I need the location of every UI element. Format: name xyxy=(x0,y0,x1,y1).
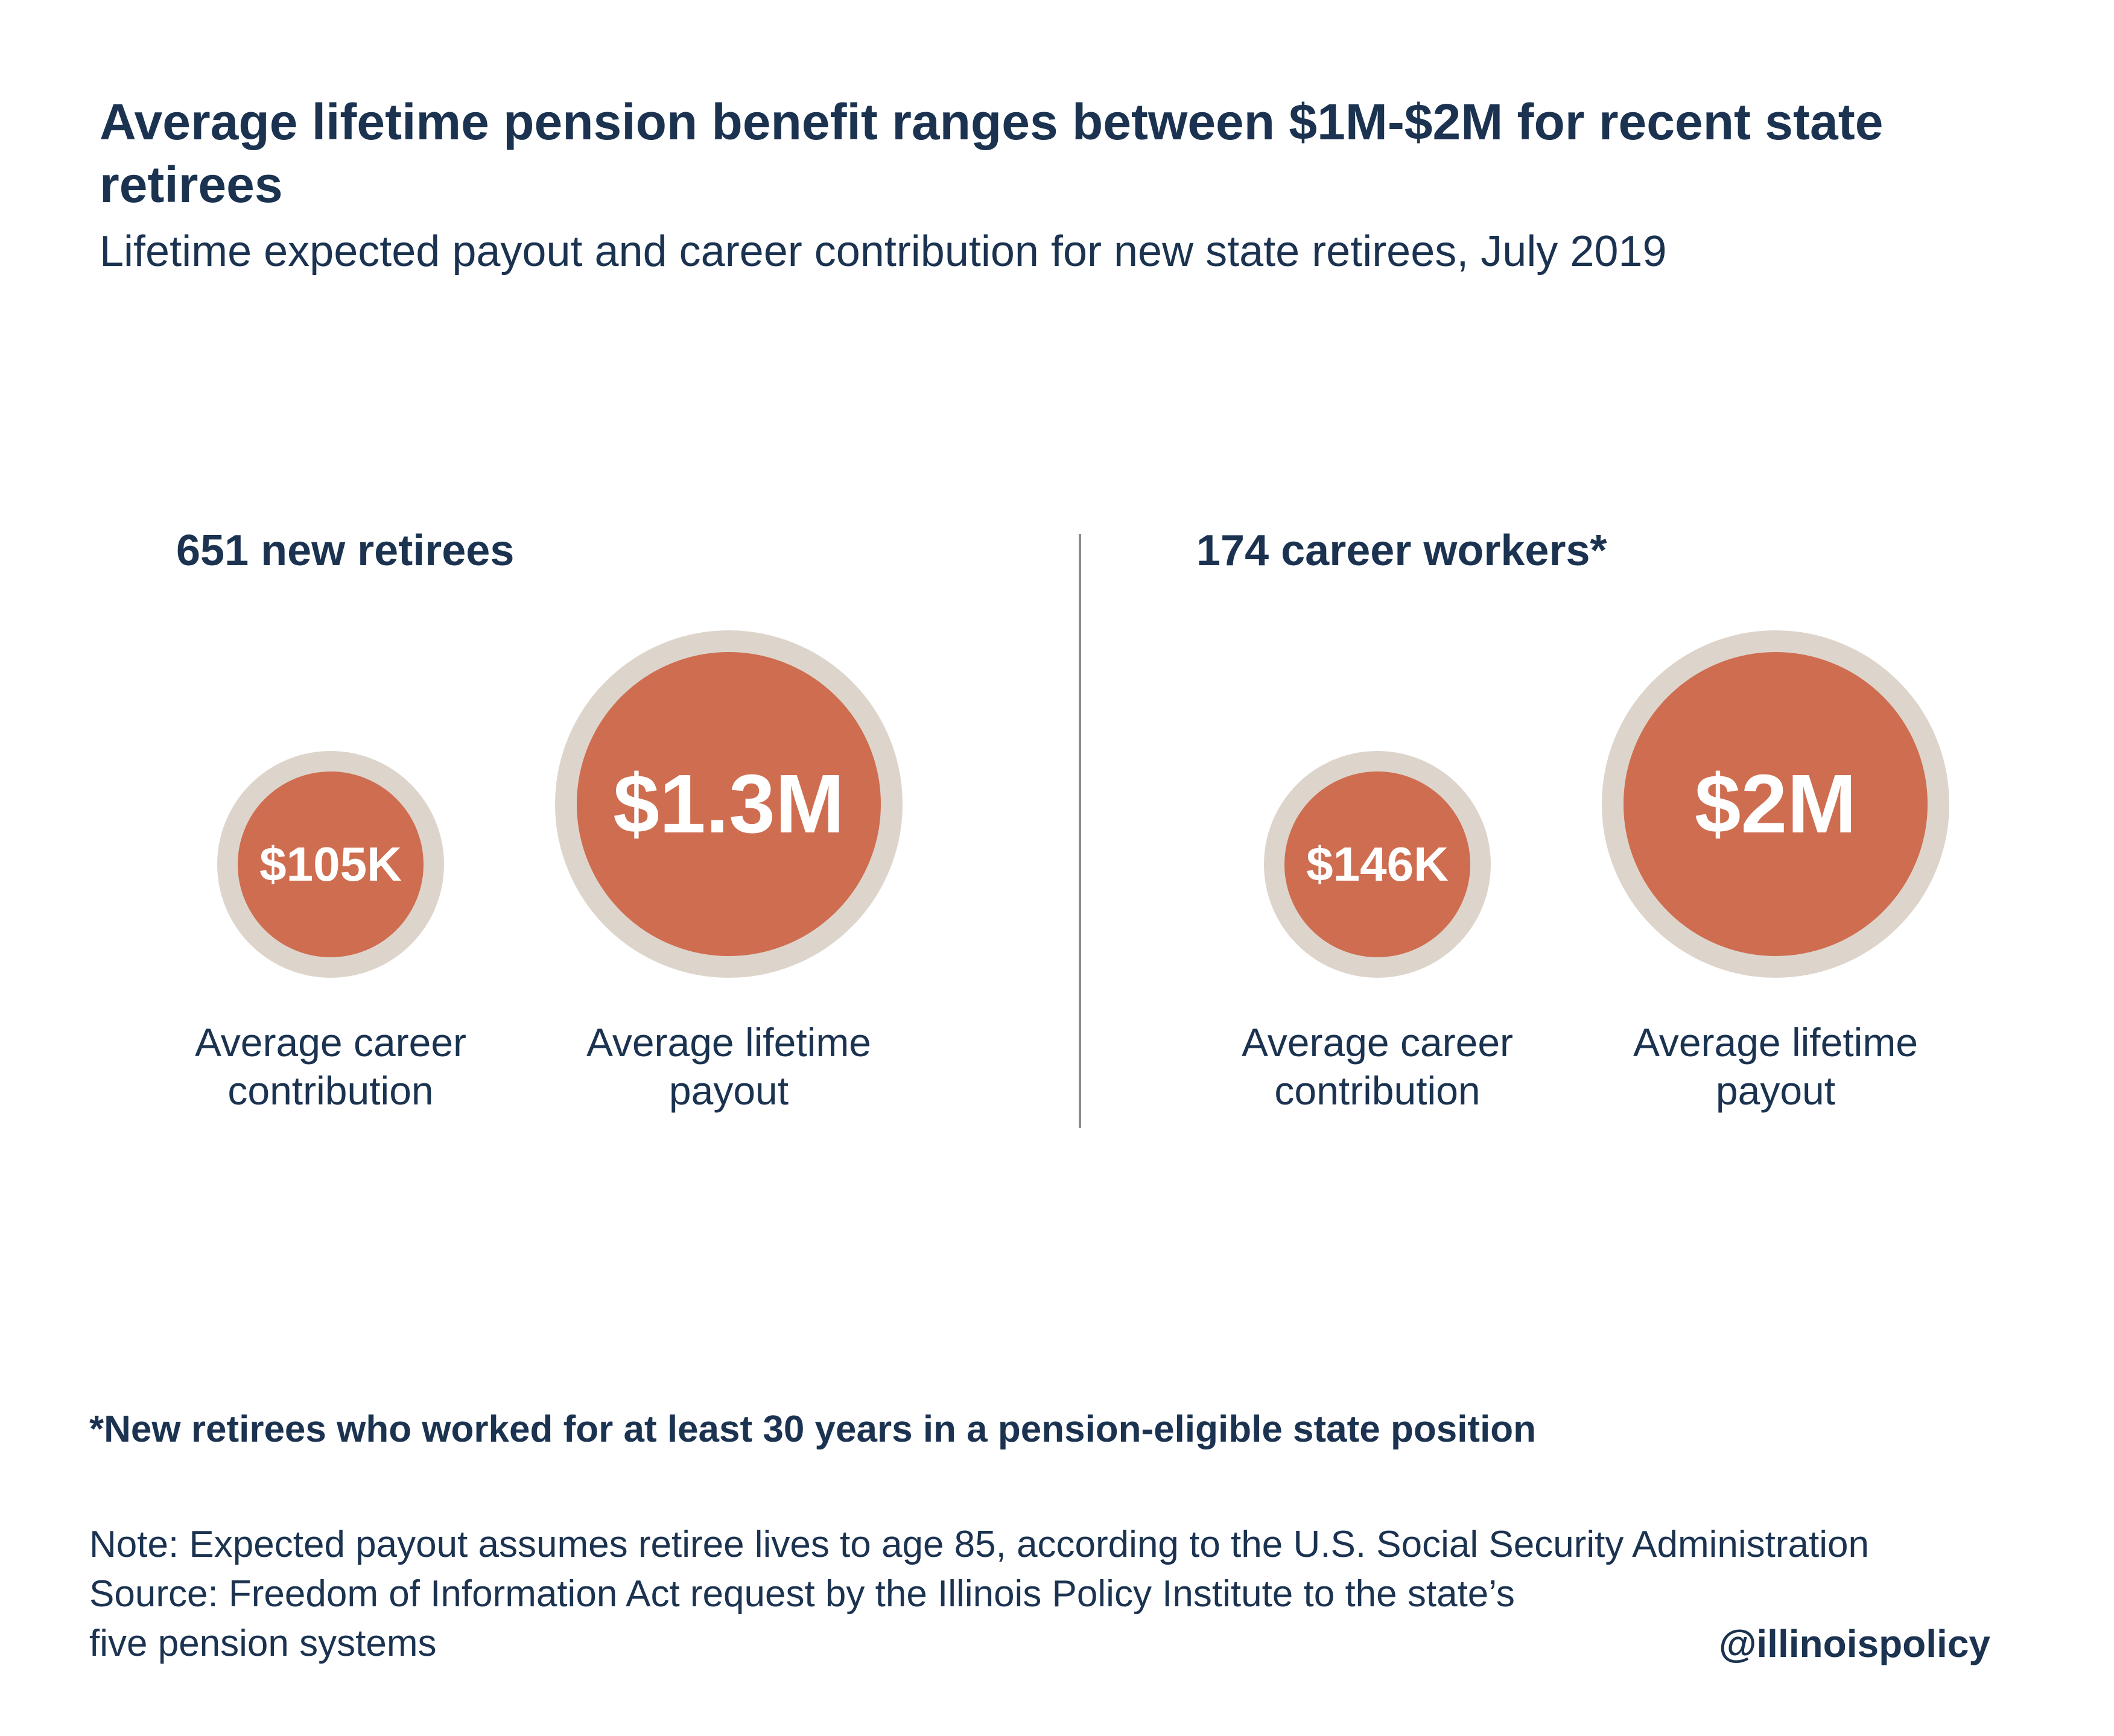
caption-line: Average career xyxy=(1241,1020,1514,1065)
caption-line: Average career xyxy=(194,1020,467,1065)
caption-line: Average lifetime xyxy=(586,1020,872,1065)
footnote: *New retirees who worked for at least 30 years in a pension-eligible state position xyxy=(89,1408,1537,1450)
caption-career-workers-contribution xyxy=(1190,1018,1564,1115)
social-handle: @illinoispolicy xyxy=(1718,1622,1990,1665)
bubble-value-label: $146K xyxy=(1306,837,1449,891)
bubble-value-label: $2M xyxy=(1694,757,1857,851)
chart-title: Average lifetime pension benefit ranges between $1M-$2M for recent state retirees xyxy=(100,93,1884,213)
group-heading-new-retirees: 651 new retirees xyxy=(176,527,515,575)
group-divider xyxy=(1079,534,1081,1128)
bubble-new-retirees-contribution xyxy=(217,751,444,978)
caption-line: contribution xyxy=(227,1068,434,1113)
source-line: Source: Freedom of Information Act request by the Illinois Policy Institute to the state’s xyxy=(89,1573,1515,1615)
bubble-new-retirees-payout xyxy=(555,630,903,978)
note-line: Note: Expected payout assumes retiree lives to age 85, according to the U.S. Social Security Administration xyxy=(89,1524,1869,1565)
caption-new-retirees-contribution xyxy=(144,1018,518,1115)
source-line: five pension systems xyxy=(89,1623,437,1664)
caption-line: Average lifetime xyxy=(1633,1020,1919,1065)
bubble-career-workers-contribution xyxy=(1264,751,1491,978)
bubble-career-workers-payout xyxy=(1602,630,1949,978)
group-heading-career-workers: 174 career workers* xyxy=(1196,527,1607,575)
bubble-value-label: $105K xyxy=(259,837,402,891)
caption-career-workers-payout xyxy=(1589,1018,1963,1115)
caption-line: contribution xyxy=(1274,1068,1481,1113)
chart-subtitle: Lifetime expected payout and career contribution for new state retirees, July 2019 xyxy=(100,227,1667,276)
bubble-value-label: $1.3M xyxy=(613,757,845,851)
caption-line: payout xyxy=(1715,1068,1836,1113)
caption-line: payout xyxy=(668,1068,789,1113)
caption-new-retirees-payout xyxy=(542,1018,916,1115)
